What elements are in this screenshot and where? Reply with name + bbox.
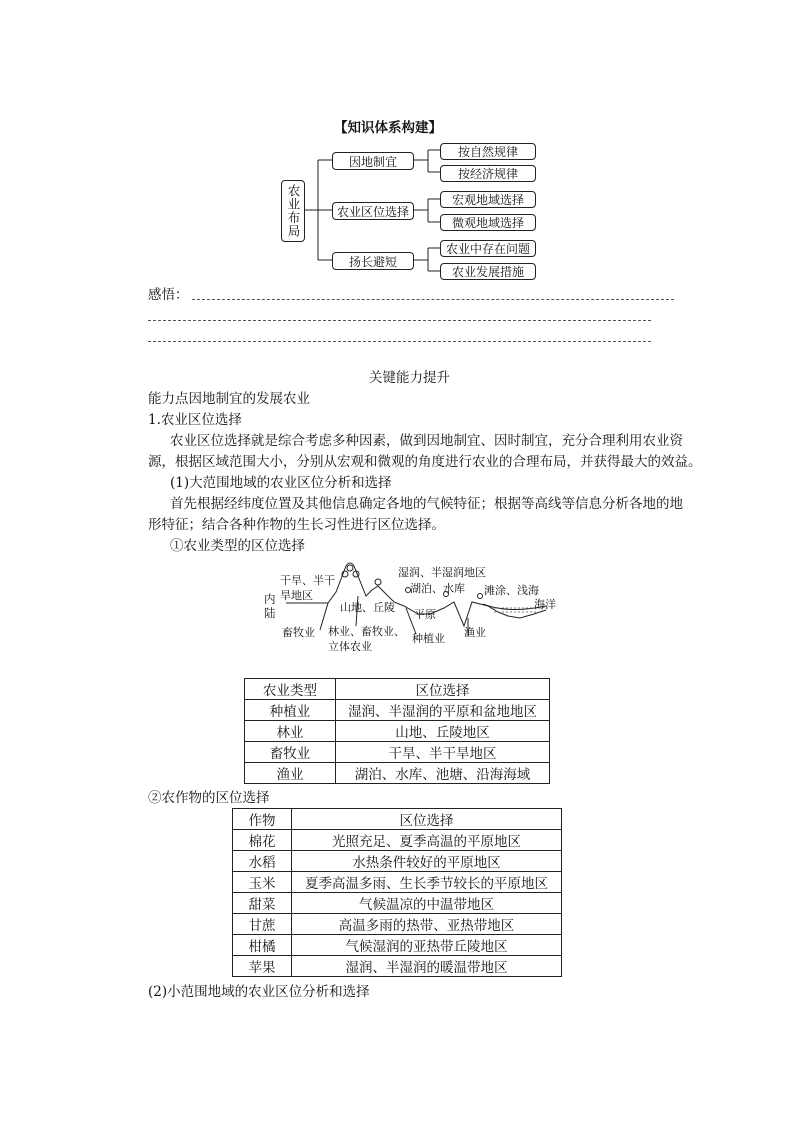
table-cell: 湿润、半湿润的暖温带地区: [292, 956, 562, 977]
table-cell: 高温多雨的热带、亚热带地区: [292, 914, 562, 935]
table-row: [233, 851, 562, 872]
table-row: [233, 935, 562, 956]
table-cell: 柑橘: [233, 935, 292, 956]
leaf-macro: 宏观地域选择: [440, 191, 536, 208]
table-cell: 棉花: [233, 830, 292, 851]
knowledge-heading: 【知识体系构建】: [334, 120, 442, 136]
leaf-problems: 农业中存在问题: [440, 240, 536, 257]
table-cell: 湖泊、水库、池塘、沿海海域: [336, 763, 550, 784]
table-row: [245, 721, 550, 742]
table-cell: 湿润、半湿润的平原和盆地地区: [336, 700, 550, 721]
table-row: [233, 830, 562, 851]
label-dry: 干旱、半干旱地区: [280, 574, 335, 602]
branch-yindi: 因地制宜: [332, 152, 414, 170]
table-cell: 种植业: [245, 700, 336, 721]
table-header-row: [233, 809, 562, 830]
table-row: [233, 956, 562, 977]
subheading-a: ①农业类型的区位选择: [170, 538, 305, 554]
table-cell: 气候温凉的中温带地区: [292, 893, 562, 914]
table-cell: 林业: [245, 721, 336, 742]
label-forestry: 林业、畜牧业、立体农业: [328, 625, 405, 653]
answer-line: [192, 299, 674, 300]
table-cell: 苹果: [233, 956, 292, 977]
table-cell: 甘蔗: [233, 914, 292, 935]
table-header: 区位选择: [292, 809, 562, 830]
leaf-natural: 按自然规律: [440, 143, 536, 160]
reflection-label: 感悟：: [148, 287, 189, 303]
point-title: 能力点因地制宜的发展农业: [148, 391, 310, 407]
label-hills: 山地、丘陵: [340, 601, 395, 614]
branch-yangchang: 扬长避短: [332, 252, 414, 270]
table-cell: 夏季高温多雨、生长季节较长的平原地区: [292, 872, 562, 893]
paragraph-1-line2: 源，根据区域范围大小，分别从宏观和微观的角度进行农业的合理布局，并获得最大的效益。: [148, 454, 702, 470]
concept-root: 农业布局: [281, 180, 305, 242]
subheading-1-1: (1)大范围地域的农业区位分析和选择: [170, 475, 392, 491]
table-cell: 干旱、半干旱地区: [336, 742, 550, 763]
paragraph-2-line2: 形特征；结合各种作物的生长习性进行区位选择。: [148, 517, 445, 533]
label-planting: 种植业: [412, 632, 445, 645]
table-header-row: [245, 679, 550, 700]
answer-line: [148, 320, 651, 321]
table-header: 区位选择: [336, 679, 550, 700]
table-cell: 玉米: [233, 872, 292, 893]
label-lakes: 湖泊、水库: [410, 582, 465, 595]
leaf-economic: 按经济规律: [440, 165, 536, 182]
table-cell: 水稻: [233, 851, 292, 872]
label-plain: 平原: [414, 608, 436, 621]
table-cell: 光照充足、夏季高温的平原地区: [292, 830, 562, 851]
table-row: [233, 893, 562, 914]
table-agri-types: [244, 678, 550, 784]
label-inland: 内陆: [264, 592, 276, 620]
label-fishery: 渔业: [464, 626, 486, 639]
table-cell: 甜菜: [233, 893, 292, 914]
table-header: 农业类型: [245, 679, 336, 700]
table-row: [245, 700, 550, 721]
label-herding: 畜牧业: [282, 626, 315, 639]
leaf-measures: 农业发展措施: [440, 263, 536, 280]
table-cell: 水热条件较好的平原地区: [292, 851, 562, 872]
table-cell: 气候湿润的亚热带丘陵地区: [292, 935, 562, 956]
section-title: 关键能力提升: [369, 370, 450, 386]
label-humid: 湿润、半湿润地区: [398, 566, 486, 579]
paragraph-2-line1: 首先根据经纬度位置及其他信息确定各地的气候特征；根据等高线等信息分析各地的地: [170, 496, 683, 512]
table-crops: [232, 808, 562, 977]
subheading-b: ②农作物的区位选择: [148, 790, 270, 806]
table-cell: 山地、丘陵地区: [336, 721, 550, 742]
answer-line: [148, 341, 651, 342]
table-cell: 畜牧业: [245, 742, 336, 763]
paragraph-1-line1: 农业区位选择就是综合考虑多种因素，做到因地制宜、因时制宜，充分合理利用农业资: [170, 433, 683, 449]
branch-quwei: 农业区位选择: [332, 202, 414, 220]
label-ocean: 海洋: [534, 598, 556, 611]
table-row: [233, 914, 562, 935]
table-row: [245, 763, 550, 784]
subheading-1-2: (2)小范围地域的农业区位分析和选择: [148, 984, 370, 1000]
table-row: [233, 872, 562, 893]
subheading-1: 1.农业区位选择: [148, 412, 242, 428]
table-cell: 渔业: [245, 763, 336, 784]
label-tidal: 滩涂、浅海: [484, 584, 539, 597]
leaf-micro: 微观地域选择: [440, 214, 536, 231]
table-header: 作物: [233, 809, 292, 830]
table-row: [245, 742, 550, 763]
